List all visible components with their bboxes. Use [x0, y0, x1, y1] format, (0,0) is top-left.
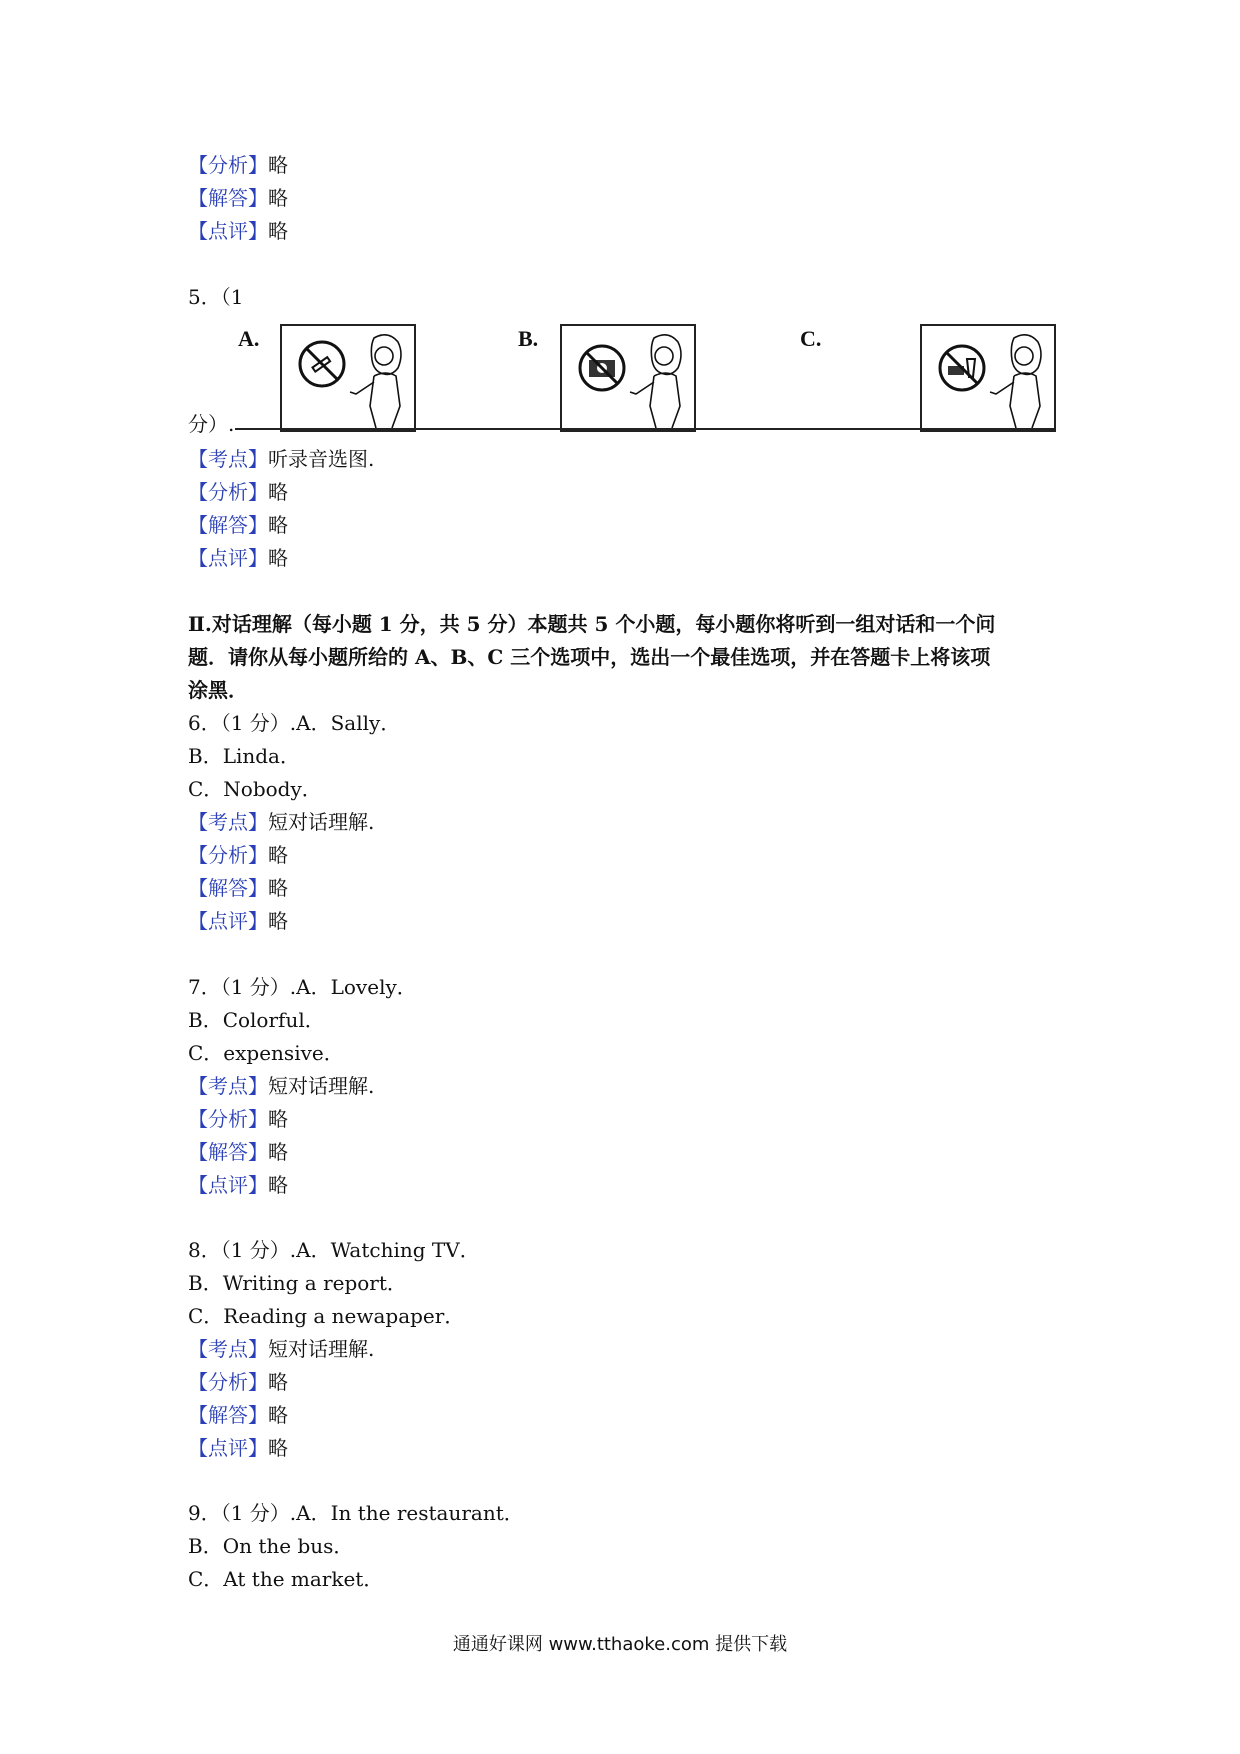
q8-analysis: 【分析】略: [188, 1370, 288, 1394]
q7-analysis: 【分析】略: [188, 1107, 288, 1131]
q5-answer: 【解答】略: [188, 513, 288, 537]
no-food-drink-sign-icon: [940, 346, 984, 390]
q5-analysis: 【分析】略: [188, 480, 288, 504]
q6-comment: 【点评】略: [188, 909, 288, 933]
q8-option-c: C．Reading a newapaper．: [188, 1304, 465, 1328]
q4-analysis: 【分析】略: [188, 153, 288, 177]
no-camera-sign-icon: [580, 346, 624, 390]
no-smoking-sign-icon: [300, 342, 344, 386]
q8-point: 【考点】短对话理解.: [188, 1337, 375, 1361]
q7-point: 【考点】短对话理解.: [188, 1074, 375, 1098]
q5-comment: 【点评】略: [188, 546, 288, 570]
q8-comment: 【点评】略: [188, 1436, 288, 1460]
q6-option-c: C．Nobody．: [188, 777, 322, 801]
q4-comment: 【点评】略: [188, 219, 288, 243]
q6-analysis: 【分析】略: [188, 843, 288, 867]
q4-answer: 【解答】略: [188, 186, 288, 210]
q7-stem: 7．（1 分）.A．Lovely．: [188, 975, 417, 999]
q8-answer: 【解答】略: [188, 1403, 288, 1427]
q5-answer-underline: [235, 428, 1055, 430]
q5-point: 【考点】听录音选图.: [188, 447, 375, 471]
girl-figure-icon: [990, 335, 1041, 428]
section2-heading-line3: 涂黑．: [188, 678, 248, 702]
q9-option-c: C．At the market．: [188, 1567, 384, 1591]
q5-option-a-picture: [280, 324, 416, 432]
q6-option-b: B．Linda．: [188, 744, 300, 768]
q6-answer: 【解答】略: [188, 876, 288, 900]
q6-stem: 6．（1 分）.A．Sally．: [188, 711, 401, 735]
q5-picture-options: [188, 318, 1060, 433]
girl-figure-icon: [350, 335, 401, 428]
q5-score-tail: 分）.: [188, 412, 235, 436]
q5-option-c-letter: C.: [800, 326, 822, 351]
q5-number: 5．（1: [188, 285, 244, 309]
q7-answer: 【解答】略: [188, 1140, 288, 1164]
q5-option-b-picture: [560, 324, 696, 432]
q9-stem: 9．（1 分）.A．In the restaurant．: [188, 1501, 524, 1525]
q8-option-b: B．Writing a report．: [188, 1271, 407, 1295]
q7-comment: 【点评】略: [188, 1173, 288, 1197]
q5-option-a-letter: A.: [238, 326, 260, 351]
q7-option-c: C．expensive．: [188, 1041, 344, 1065]
section2-heading-line1: Ⅱ.对话理解（每小题 1 分，共 5 分）本题共 5 个小题，每小题你将听到一组对话和一个问: [188, 612, 996, 636]
girl-figure-icon: [630, 335, 681, 428]
q8-stem: 8．（1 分）.A．Watching TV．: [188, 1238, 480, 1262]
q5-option-c-picture: [920, 324, 1056, 432]
q5-option-b-letter: B.: [518, 326, 539, 351]
section2-heading-line2: 题．请你从每小题所给的 A、B、C 三个选项中，选出一个最佳选项，并在答题卡上将该项: [188, 645, 991, 669]
q7-option-b: B．Colorful．: [188, 1008, 325, 1032]
footer-source-link[interactable]: 通通好课网 www.tthaoke.com 提供下载: [452, 1634, 788, 1655]
q9-option-b: B．On the bus．: [188, 1534, 354, 1558]
q6-point: 【考点】短对话理解.: [188, 810, 375, 834]
